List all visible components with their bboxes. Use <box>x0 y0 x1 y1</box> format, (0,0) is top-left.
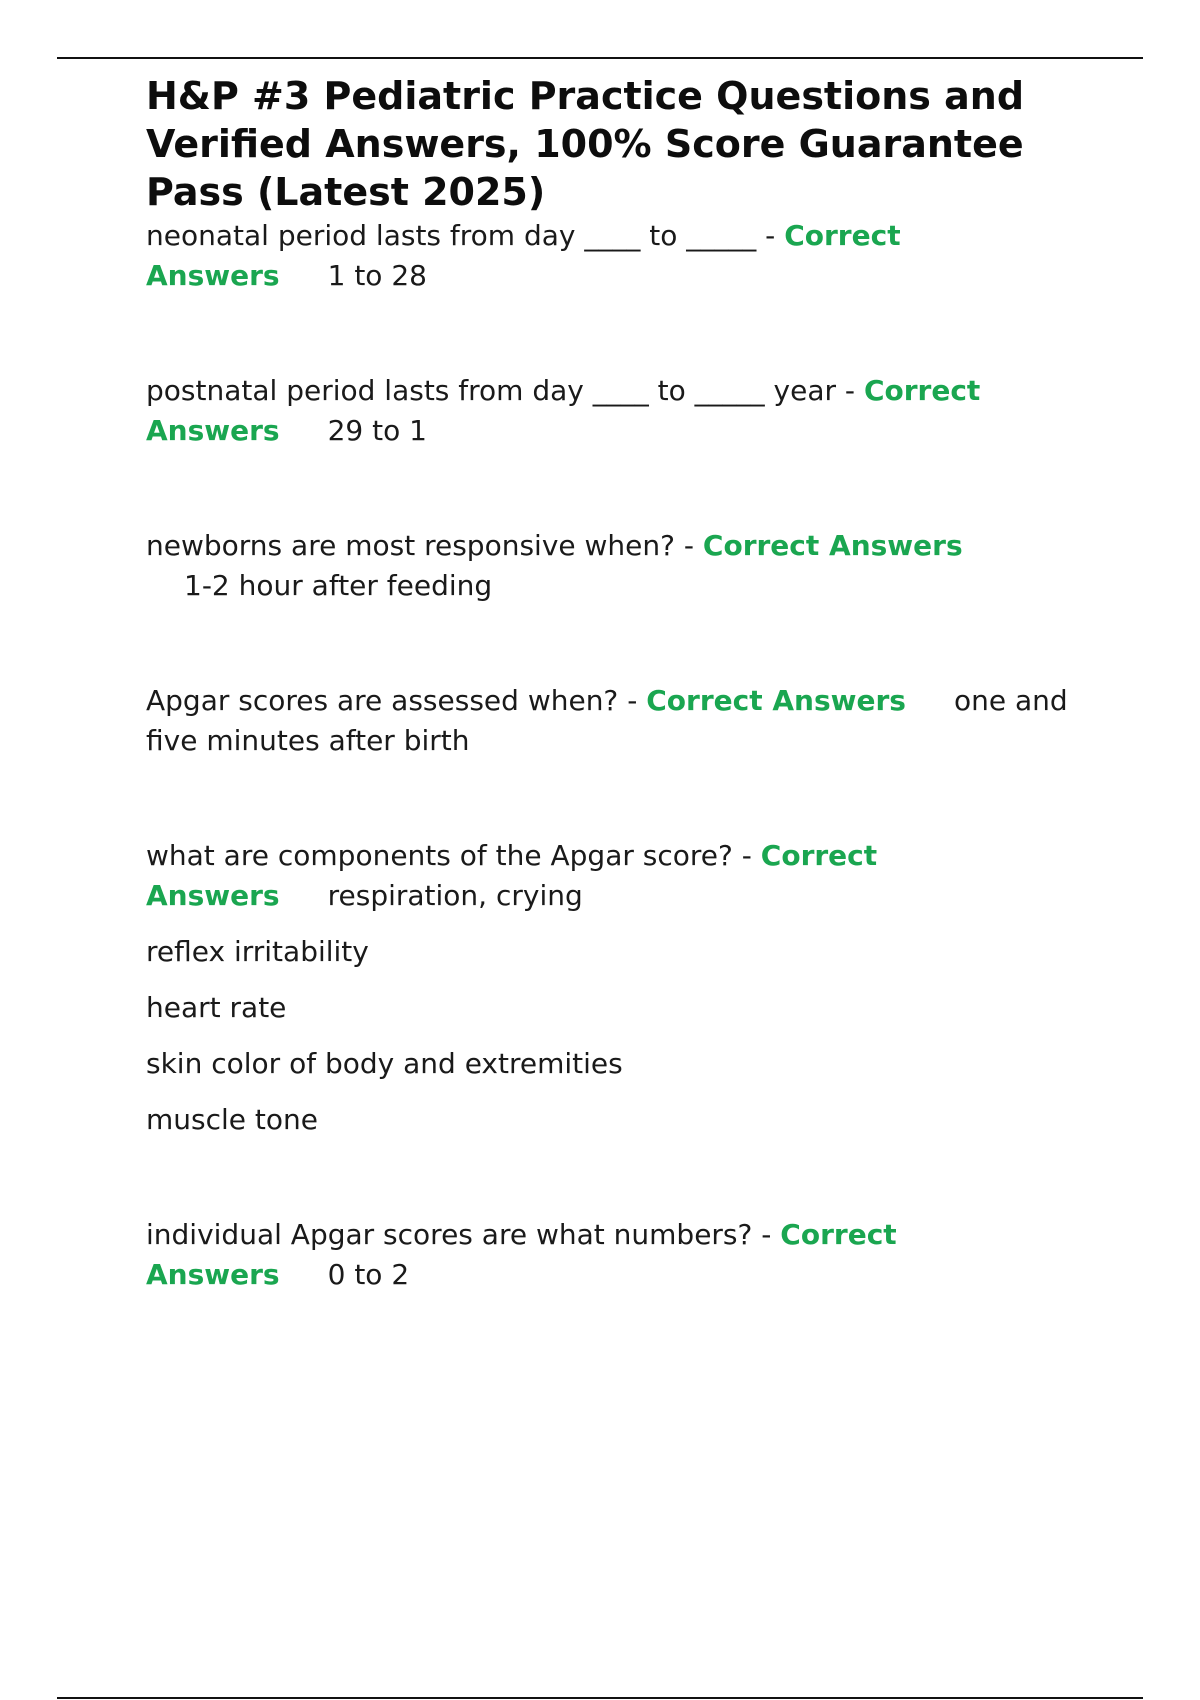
top-rule <box>57 57 1143 59</box>
answer-text: 0 to 2 <box>327 1258 410 1291</box>
question-text: individual Apgar scores are what numbers? - <box>146 1218 772 1251</box>
answer-text: respiration, crying <box>327 879 583 912</box>
apgar-component: muscle tone <box>146 1103 318 1136</box>
document-body <box>146 72 1086 1295</box>
answer-label: Correct Answers <box>146 839 878 912</box>
qa-item-5 <box>146 836 1086 1140</box>
qa-item-2 <box>146 371 1086 451</box>
answer-label: Correct Answers <box>702 529 963 562</box>
question-text: postnatal period lasts from day ____ to _____ year - <box>146 374 856 407</box>
apgar-component: skin color of body and extremities <box>146 1047 623 1080</box>
question-text: newborns are most responsive when? - <box>146 529 694 562</box>
answer-text: 1 to 28 <box>327 259 427 292</box>
bottom-rule <box>57 1697 1143 1699</box>
qa-item-1 <box>146 216 1086 296</box>
answer-label: Correct Answers <box>146 219 901 292</box>
qa-item-4 <box>146 681 1086 761</box>
apgar-component: heart rate <box>146 991 287 1024</box>
question-text: neonatal period lasts from day ____ to _____ - <box>146 219 776 252</box>
answer-text: one and five minutes after birth <box>146 684 1068 757</box>
answer-label: Correct Answers <box>646 684 906 717</box>
qa-item-3 <box>146 526 1086 606</box>
question-text: Apgar scores are assessed when? - <box>146 684 638 717</box>
page-title: H&P #3 Pediatric Practice Questions and Verified Answers, 100% Score Guarantee Pass (Latest 2025) <box>146 74 1025 214</box>
question-text: what are components of the Apgar score? - <box>146 839 752 872</box>
answer-label: Correct Answers <box>146 374 981 447</box>
apgar-component: reflex irritability <box>146 935 369 968</box>
qa-item-6 <box>146 1215 1086 1295</box>
answer-label: Correct Answers <box>146 1218 897 1291</box>
answer-text: 29 to 1 <box>327 414 427 447</box>
answer-text: 1-2 hour after feeding <box>184 569 493 602</box>
